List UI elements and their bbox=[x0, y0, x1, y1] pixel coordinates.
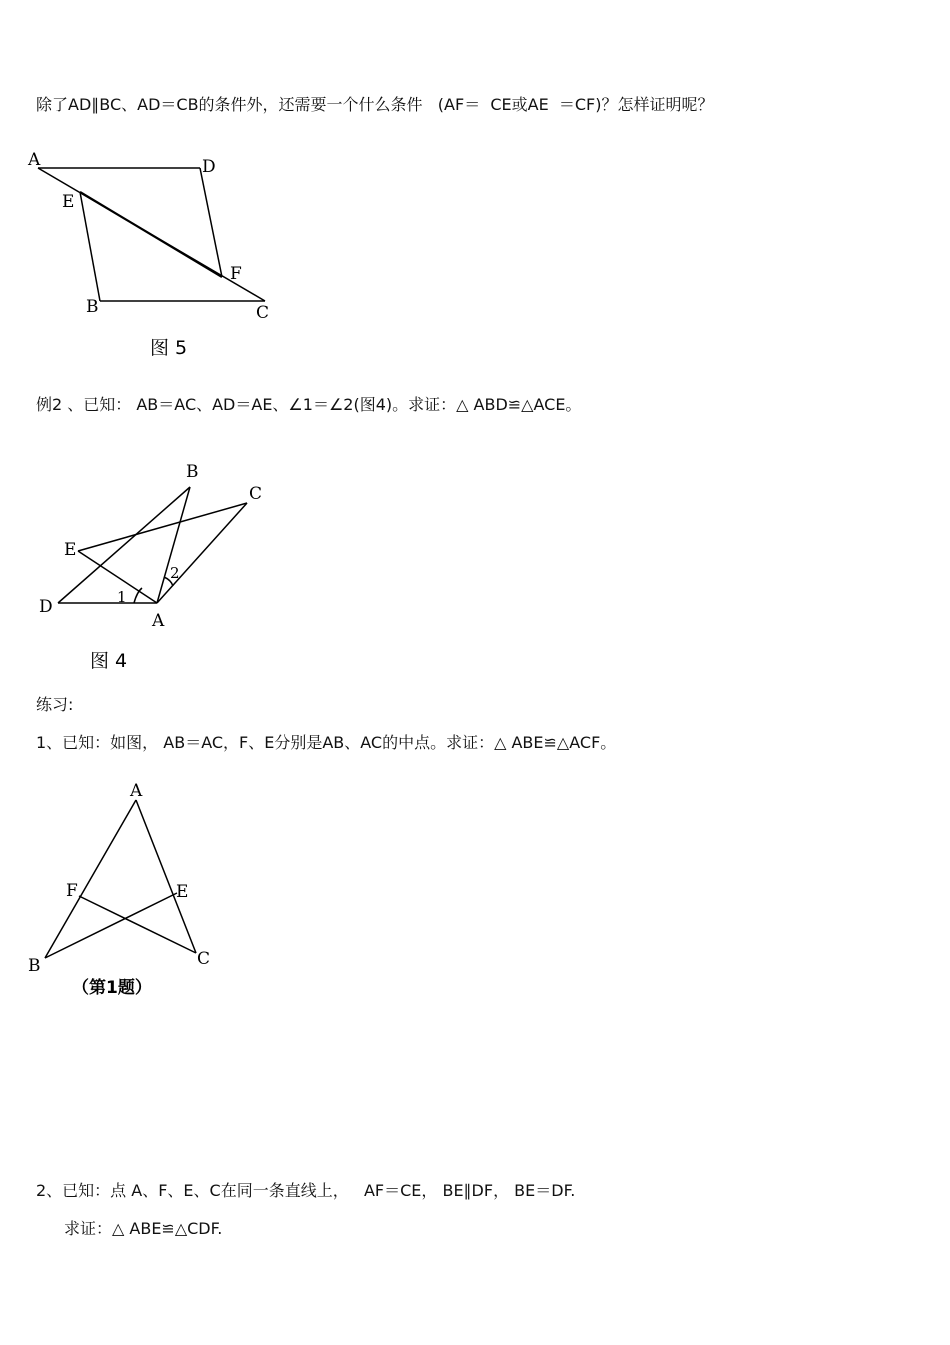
figure-5 bbox=[0, 140, 320, 370]
text-line-practice: 练习: bbox=[36, 695, 74, 714]
fig5-label-f: F bbox=[230, 264, 242, 284]
q1-segment-be bbox=[45, 893, 177, 958]
q1-segment-ac bbox=[136, 800, 196, 953]
q1-label-f: F bbox=[66, 881, 78, 901]
q1-segment-ab bbox=[45, 800, 136, 958]
figure-question-1 bbox=[0, 775, 260, 1005]
fig5-label-e: E bbox=[62, 192, 75, 212]
text-line-question-2-prove: 求证：△ ABE≌△CDF. bbox=[64, 1219, 223, 1238]
text-line-question-1: 1、已知：如图， AB＝AC，F、E分别是AB、AC的中点。求证：△ ABE≌△ACF。 bbox=[36, 733, 617, 752]
fig5-segment-eb bbox=[80, 192, 100, 301]
q1-label-a: A bbox=[130, 781, 143, 801]
fig5-label-c: C bbox=[256, 303, 270, 323]
text-line-question-2: 2、已知：点 A、F、E、C在同一条直线上， AF＝CE， BE∥DF， BE＝DF. bbox=[36, 1181, 576, 1200]
q1-caption: （第1题） bbox=[72, 978, 152, 998]
fig4-label-angle-1: 1 bbox=[117, 588, 127, 606]
fig5-segment-df bbox=[200, 168, 222, 277]
fig5-caption: 图 5 bbox=[150, 337, 188, 359]
fig4-label-b: B bbox=[186, 462, 199, 482]
fig5-label-a: A bbox=[28, 150, 41, 170]
fig5-label-d: D bbox=[202, 157, 216, 177]
fig5-segment-ef bbox=[80, 192, 222, 277]
fig4-label-c: C bbox=[249, 484, 263, 504]
q1-label-c: C bbox=[197, 949, 211, 969]
figure-4 bbox=[0, 450, 320, 680]
fig4-label-a: A bbox=[152, 611, 165, 631]
fig4-label-e: E bbox=[64, 540, 77, 560]
text-line-condition: 除了AD∥BC、AD＝CB的条件外，还需要一个什么条件 (AF＝ CE或AE ＝CF)？怎样证明呢？ bbox=[36, 95, 714, 114]
q1-label-b: B bbox=[28, 956, 41, 976]
fig4-segment-db bbox=[58, 487, 190, 603]
q1-label-e: E bbox=[176, 882, 189, 902]
fig5-label-b: B bbox=[86, 297, 99, 317]
fig4-label-d: D bbox=[39, 597, 53, 617]
q1-segment-fc bbox=[79, 896, 196, 953]
text-line-example-2: 例2 、已知： AB＝AC、AD＝AE、∠1＝∠2(图4)。求证：△ ABD≌△ACE。 bbox=[36, 395, 582, 414]
fig4-label-angle-2: 2 bbox=[170, 564, 180, 582]
fig4-caption: 图 4 bbox=[90, 650, 128, 672]
